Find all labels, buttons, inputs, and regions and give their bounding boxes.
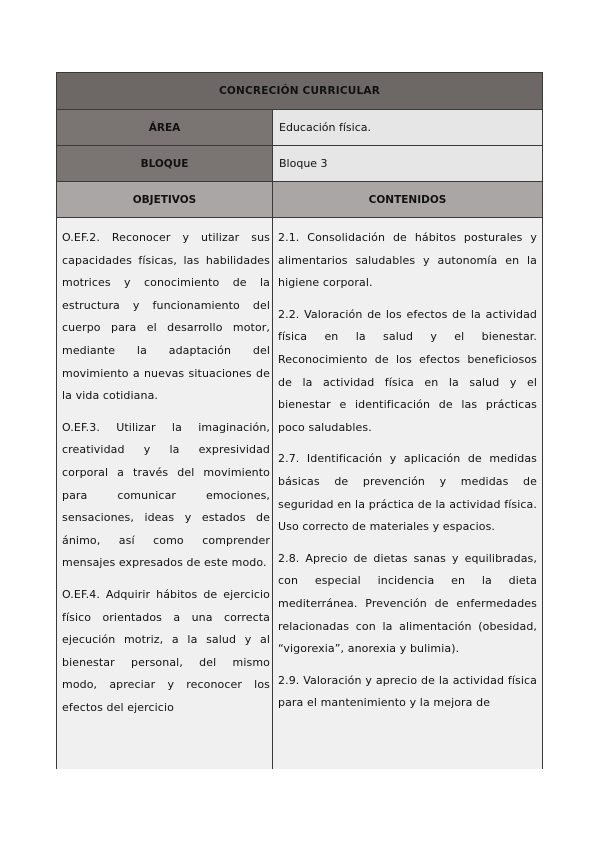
bloque-value: Bloque 3 [273, 146, 542, 181]
contenido-item: 2.8. Aprecio de dietas sanas y equilibradas, con especial incidencia en la dieta mediterránea. Prevención de enfermedades relacionadas con la alimentación (obesidad, “vigorexia”, anorexia y bulimia). [278, 551, 537, 656]
contenido-item: 2.7. Identificación y aplicación de medidas básicas de prevención y medidas de seguridad en la práctica de la actividad física. Uso correcto de materiales y espacios. [278, 452, 537, 534]
contenidos-cell [273, 218, 542, 769]
contenidos-header: CONTENIDOS [273, 182, 542, 217]
objetivo-item: O.EF.4. Adquirir hábitos de ejercicio físico orientados a una correcta ejecución motriz, a la salud y al bienestar personal, del mismo modo, apreciar y reconocer los efectos del ejercicio [62, 587, 270, 714]
objetivo-item: O.EF.3. Utilizar la imaginación, creatividad y la expresividad corporal a través del movimiento para comunicar emociones, sensaciones, ideas y estados de ánimo, así como comprender mensajes expresados de este modo. [62, 420, 270, 570]
objetivos-header: OBJETIVOS [57, 182, 273, 217]
area-label: ÁREA [57, 110, 273, 145]
area-value: Educación física. [273, 110, 542, 145]
objetivo-item: O.EF.2. Reconocer y utilizar sus capacidades físicas, las habilidades motrices y conocimiento de la estructura y funcionamiento del cuerpo para el desarrollo motor, mediante la adaptación del movimiento a nuevas situaciones de la vida cotidiana. [62, 231, 270, 403]
contenido-item: 2.1. Consolidación de hábitos posturales y alimentarios saludables y autonomía en la higiene corporal. [278, 231, 537, 290]
bloque-label: BLOQUE [57, 146, 273, 181]
contenido-item: 2.9. Valoración y aprecio de la actividad física para el mantenimiento y la mejora de [278, 673, 537, 710]
curriculum-table [56, 72, 543, 769]
columns-header-row [57, 182, 542, 218]
objetivos-cell [57, 218, 273, 769]
area-row [57, 110, 542, 146]
bloque-row [57, 146, 542, 182]
contenido-item: 2.2. Valoración de los efectos de la actividad física en la salud y el bienestar. Reconocimiento de los efectos beneficiosos de la actividad física en la salud y el bienestar e identificación de las prácticas poco saludables. [278, 307, 537, 434]
table-title: CONCRECIÓN CURRICULAR [57, 73, 542, 110]
body-row [57, 218, 542, 769]
